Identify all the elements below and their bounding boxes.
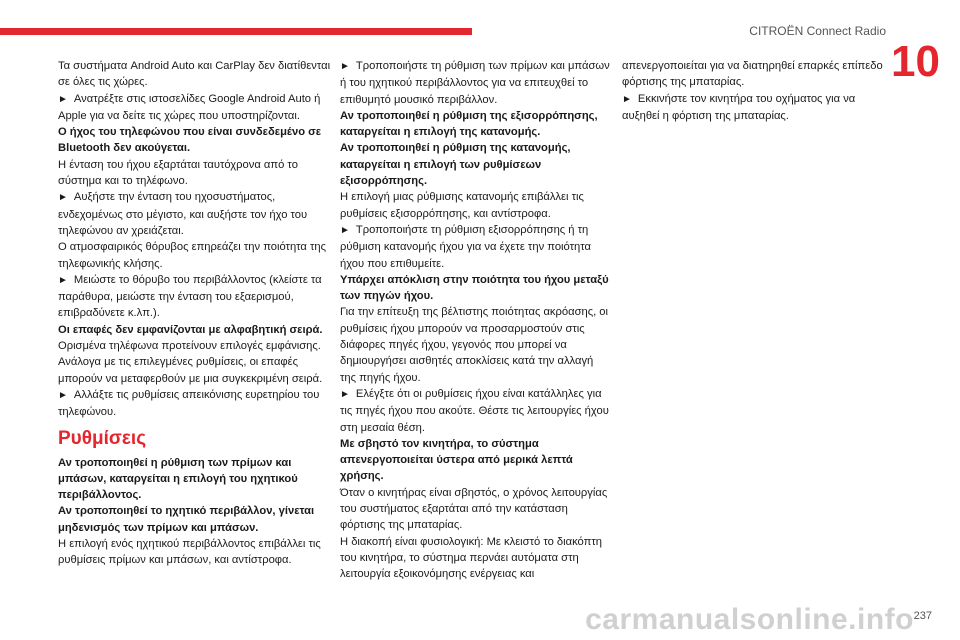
paragraph: Τα συστήματα Android Auto και CarPlay δεν διατίθενται σε όλες τις χώρες. xyxy=(58,60,331,89)
problem-heading: Υπάρχει απόκλιση στην ποιότητα του ήχου μεταξύ των πηγών ήχου. xyxy=(340,273,609,303)
instruction-text: Τροποποιήστε τη ρύθμιση των πρίμων και μπάσων ή του ηχητικού περιβάλλοντος για να επιτευχθεί το επιθυμητό μουσικό περιβάλλον. xyxy=(340,60,610,106)
page-number: 237 xyxy=(913,610,932,622)
text-column-1 xyxy=(58,58,336,569)
chapter-number: 10 xyxy=(891,37,940,86)
instruction-text: Αυξήστε την ένταση του ηχοσυστήματος, ενδεχομένως στο μέγιστο, και αυξήστε τον ήχο του τηλεφώνου αν χρειάζεται. xyxy=(58,191,308,237)
arrow-bullet-icon: ► xyxy=(622,93,632,105)
paragraph: Ο ατμοσφαιρικός θόρυβος επηρεάζει την ποιότητα της τηλεφωνικής κλήσης. xyxy=(58,241,327,270)
problem-heading: Αν τροποποιηθεί η ρύθμιση των πρίμων και μπάσων, καταργείται η επιλογή του ηχητικού περιβάλλοντος. xyxy=(58,456,298,502)
running-header-title: CITROËN Connect Radio xyxy=(749,24,886,38)
paragraph: Για την επίτευξη της βέλτιστης ποιότητας ακρόασης, οι ρυθμίσεις ήχου μπορούν να προσαρμοστούν στις διάφορες πηγές ήχου, γεγονός που μπορεί να δημιουργήσει αισθητές αποκλίσεις κατά την αλλαγή της πηγής ήχου. xyxy=(340,306,609,384)
paragraph: Η ένταση του ήχου εξαρτάται ταυτόχρονα από το σύστημα και το τηλέφωνο. xyxy=(58,158,298,188)
instruction-step xyxy=(340,386,612,436)
paragraph: Όταν ο κινητήρας είναι σβηστός, ο χρόνος λειτουργίας του συστήματος εξαρτάται από την κατάσταση φόρτισης της μπαταρίας. xyxy=(340,486,608,532)
instruction-text: Μειώστε το θόρυβο του περιβάλλοντος (κλείστε τα παράθυρα, μειώστε την ένταση του εξαερισμού, επιβραδύνετε κ.λπ.). xyxy=(58,273,322,320)
paragraph: Ορισμένα τηλέφωνα προτείνουν επιλογές εμφάνισης. Ανάλογα με τις επιλεγμένες ρυθμίσεις, οι επαφές μπορούν να μεταφερθούν με μια συγκεκριμένη σειρά. xyxy=(58,340,323,385)
watermark: carmanualsonline.info xyxy=(585,603,914,636)
instruction-text: Ελέγξτε ότι οι ρυθμίσεις ήχου είναι κατάλληλες για τις πηγές ήχου που ακούτε. Θέστε τις λειτουργίες ήχου στη μεσαία θέση. xyxy=(340,387,609,434)
problem-heading: Ο ήχος του τηλεφώνου που είναι συνδεδεμένο σε Bluetooth δεν ακούγεται. xyxy=(58,126,322,155)
problem-heading: Αν τροποποιηθεί το ηχητικό περιβάλλον, γίνεται μηδενισμός των πρίμων και μπάσων. xyxy=(58,505,315,534)
instruction-step xyxy=(622,91,884,125)
instruction-step xyxy=(58,91,336,125)
paragraph: απενεργοποιείται για να διατηρηθεί επαρκές επίπεδο φόρτισης της μπαταρίας. xyxy=(622,60,883,89)
instruction-text: Ανατρέξτε στις ιστοσελίδες Google Android Auto ή Apple για να δείτε τις χώρες που υποστηρίζονται. xyxy=(58,92,321,122)
header-accent-bar xyxy=(0,28,472,35)
paragraph: Η επιλογή μιας ρύθμισης κατανομής επιβάλλει τις ρυθμίσεις εξισορρόπησης, και αντίστροφα. xyxy=(340,191,584,220)
text-column-2 xyxy=(340,58,612,583)
arrow-bullet-icon: ► xyxy=(58,192,68,204)
text-column-3 xyxy=(622,58,884,124)
arrow-bullet-icon: ► xyxy=(58,389,68,401)
instruction-step xyxy=(58,189,336,239)
instruction-step xyxy=(58,387,336,421)
instruction-step xyxy=(340,58,612,108)
instruction-step xyxy=(58,272,336,322)
paragraph: Η διακοπή είναι φυσιολογική: Με κλειστό το διακόπτη του κινητήρα, το σύστημα περνάει αυτόματα στη λειτουργία εξοικονόμησης ενέργειας και xyxy=(340,535,602,581)
instruction-step xyxy=(340,222,612,272)
instruction-text: Αλλάξτε τις ρυθμίσεις απεικόνισης ευρετηρίου του τηλεφώνου. xyxy=(58,388,320,419)
arrow-bullet-icon: ► xyxy=(58,274,68,286)
arrow-bullet-icon: ► xyxy=(340,61,350,72)
problem-heading: Οι επαφές δεν εμφανίζονται με αλφαβητική σειρά. xyxy=(58,323,323,336)
arrow-bullet-icon: ► xyxy=(340,224,350,236)
arrow-bullet-icon: ► xyxy=(340,388,350,400)
paragraph: Η επιλογή ενός ηχητικού περιβάλλοντος επιβάλλει τις ρυθμίσεις πρίμων και μπάσων, και αντίστροφα. xyxy=(58,538,321,567)
section-heading: Ρυθμίσεις xyxy=(58,427,147,449)
instruction-text: Τροποποιήστε τη ρύθμιση εξισορρόπησης ή τη ρύθμιση κατανομής ήχου για να έχετε την ποιότητα ήχου που επιθυμείτε. xyxy=(340,223,591,270)
problem-heading: Αν τροποποιηθεί η ρύθμιση της εξισορρόπησης, καταργείται η επιλογή της κατανομής. xyxy=(340,109,598,139)
arrow-bullet-icon: ► xyxy=(58,93,68,105)
problem-heading: Αν τροποποιηθεί η ρύθμιση της κατανομής, καταργείται η επιλογή των ρυθμίσεων εξισορρόπησης. xyxy=(340,142,571,188)
instruction-text: Εκκινήστε τον κινητήρα του οχήματος για να αυξηθεί η φόρτιση της μπαταρίας. xyxy=(622,92,856,122)
problem-heading: Με σβηστό τον κινητήρα, το σύστημα απενεργοποιείται ύστερα από μερικά λεπτά χρήσης. xyxy=(340,437,573,483)
